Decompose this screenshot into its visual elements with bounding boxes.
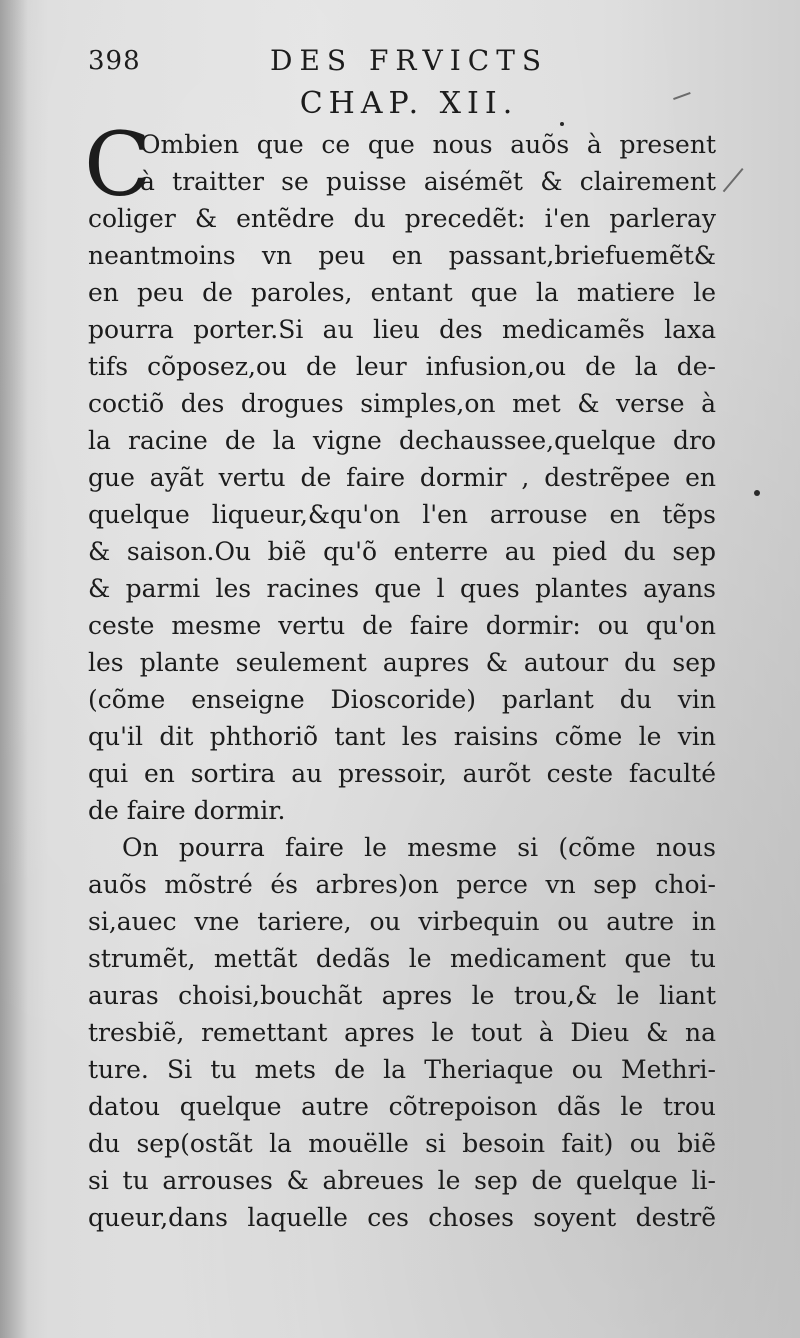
text-line: quelque liqueur,&qu'on l'en arrouse en tẽps: [88, 500, 716, 529]
text-line: & saison.Ou biẽ qu'õ enterre au pied du sep: [88, 537, 716, 566]
text-line: auras choisi,bouchãt apres le trou,& le liant: [88, 981, 716, 1010]
text-line: (cõme enseigne Dioscoride) parlant du vin: [88, 685, 716, 714]
text-line: qui en sortira au pressoir, aurõt ceste faculté: [88, 759, 716, 788]
body-text: [84, 113, 716, 1236]
text-line: gue ayãt vertu de faire dormir , destrẽpee en: [88, 463, 716, 492]
text-line: si,auec vne tariere, ou virbequin ou autre in: [88, 907, 716, 936]
paragraph-1: [88, 126, 716, 829]
text-line: ceste mesme vertu de faire dormir: ou qu'on: [88, 611, 716, 640]
text-line: si tu arrouses & abreues le sep de quelque li-: [88, 1166, 716, 1195]
text-line: coliger & entẽdre du precedẽt: i'en parleray: [88, 204, 716, 233]
paragraph-2: [88, 829, 716, 1236]
text-line: qu'il dit phthoriõ tant les raisins cõme le vin: [88, 722, 716, 751]
text-line: pourra porter.Si au lieu des medicamẽs laxa: [88, 315, 716, 344]
drop-cap: C: [84, 113, 152, 216]
text-line: du sep(ostãt la mouëlle si besoin fait) ou biẽ: [88, 1129, 716, 1158]
text-line: neantmoins vn peu en passant,briefuemẽt&: [88, 241, 716, 270]
text-line: Ombien que ce que nous auõs à present: [140, 130, 716, 159]
text-line: On pourra faire le mesme si (cõme nous: [122, 833, 716, 862]
page-gutter-shadow: [0, 0, 28, 1338]
text-line: datou quelque autre cõtrepoison dãs le trou: [88, 1092, 716, 1121]
page-number: 398: [88, 46, 141, 76]
text-line: de faire dormir.: [88, 796, 286, 825]
text-line: strumẽt, mettãt dedãs le medicament que tu: [88, 944, 716, 973]
text-line: en peu de paroles, entant que la matiere le: [88, 278, 716, 307]
text-line: tifs cõposez,ou de leur infusion,ou de la de-: [88, 352, 716, 381]
text-line: les plante seulement aupres & autour du sep: [88, 648, 716, 677]
text-line: ture. Si tu mets de la Theriaque ou Methri-: [88, 1055, 716, 1084]
text-line: à traitter se puisse aisémẽt & clairement: [140, 167, 716, 196]
text-line: la racine de la vigne dechaussee,quelque dro: [88, 426, 716, 455]
running-head: DES FRVICTS: [270, 44, 549, 77]
margin-mark: [723, 168, 744, 192]
text-line: & parmi les racines que l ques plantes ayans: [88, 574, 716, 603]
text-line: tresbiẽ, remettant apres le tout à Dieu & na: [88, 1018, 716, 1047]
text-line: auõs mõstré és arbres)on perce vn sep choi-: [88, 870, 716, 899]
ink-speck: [754, 490, 760, 496]
text-line: coctiõ des drogues simples,on met & verse à: [88, 389, 716, 418]
page-header: [0, 44, 800, 84]
text-line: queur,dans laquelle ces choses soyent destrẽ: [88, 1203, 716, 1232]
chapter-title: CHAP. XII.: [299, 86, 519, 121]
ink-speck: [560, 122, 564, 126]
